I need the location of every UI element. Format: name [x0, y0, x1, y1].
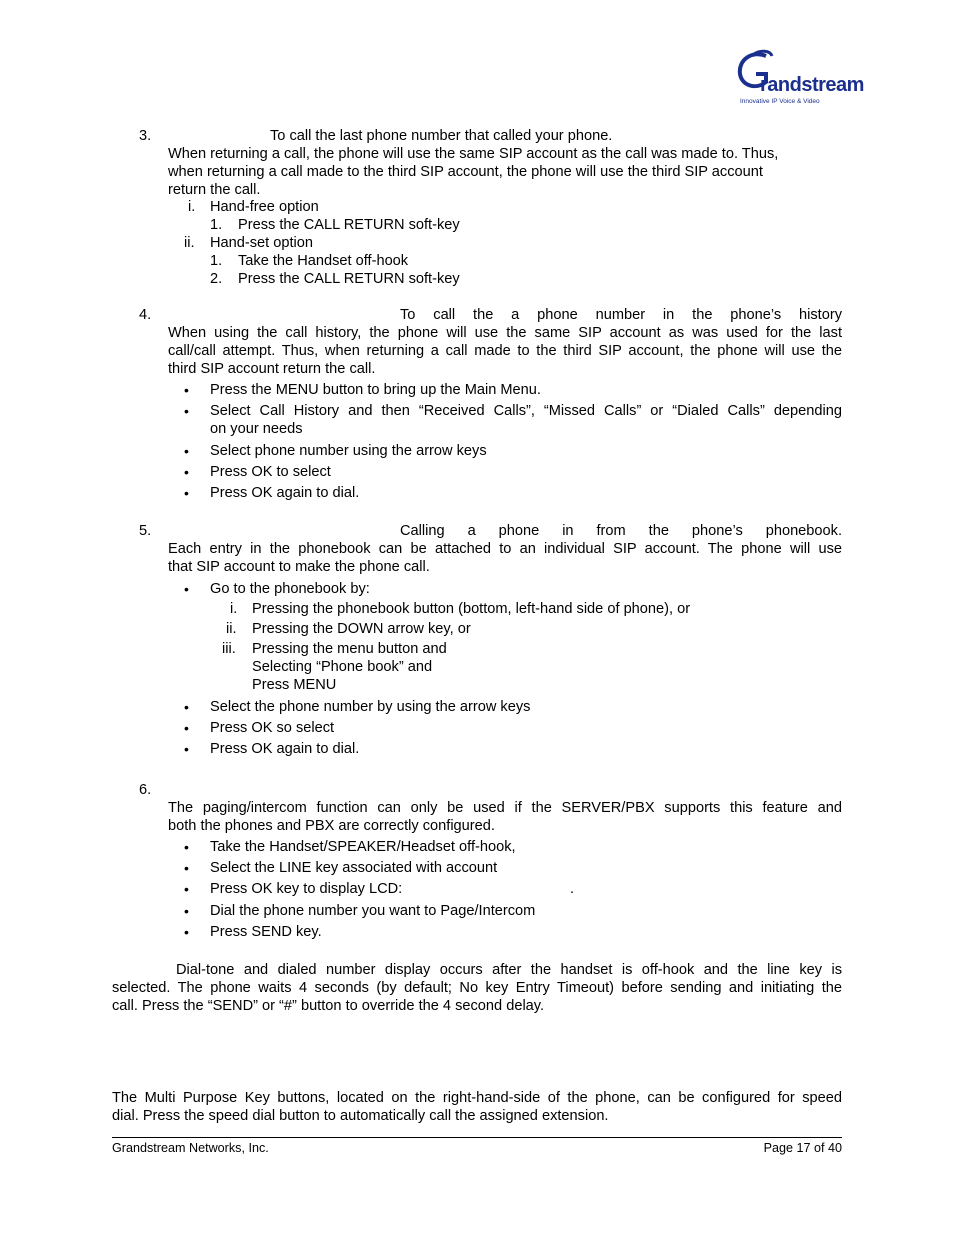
- step-text: Press the CALL RETURN soft-key: [238, 271, 460, 287]
- mpk-text-line: dial. Press the speed dial button to automatically call the assigned extension.: [112, 1108, 609, 1124]
- bullet: •: [184, 382, 189, 398]
- bullet-text: Press OK again to dial.: [210, 485, 360, 501]
- step-number: 1.: [210, 217, 223, 233]
- bullet-text: Go to the phonebook by:: [210, 581, 370, 597]
- section-4-text-line: third SIP account return the call.: [168, 361, 376, 377]
- step-text: Press the CALL RETURN soft-key: [238, 217, 460, 233]
- section-6-number: 6.: [139, 782, 152, 798]
- footer-page-number: Page 17 of 40: [763, 1141, 842, 1155]
- bullet-text: Press OK key to display LCD:: [210, 881, 403, 897]
- bullet: •: [184, 881, 189, 897]
- bullet-text: Dial the phone number you want to Page/Intercom: [210, 903, 536, 919]
- section-5-text-line: Each entry in the phonebook can be attached to an individual SIP account. The phone will use: [168, 541, 842, 557]
- step-text: Take the Handset off-hook: [238, 253, 409, 269]
- sub-item-text: Pressing the phonebook button (bottom, left-hand side of phone), or: [252, 601, 691, 617]
- roman-numeral: iii.: [222, 641, 236, 657]
- section-5-number: 5.: [139, 523, 152, 539]
- bullet-text: Press OK to select: [210, 464, 331, 480]
- bullet-text: Press OK so select: [210, 720, 335, 736]
- bullet: •: [184, 443, 189, 459]
- section-3-lead: To call the last phone number that called your phone.: [270, 128, 613, 144]
- footer-divider: [112, 1137, 842, 1138]
- section-5-lead: Calling a phone in from the phone’s phonebook.: [400, 523, 842, 539]
- roman-numeral: ii.: [226, 621, 237, 637]
- logo-tagline: Innovative IP Voice & Video: [740, 98, 820, 105]
- sub-item-text: Pressing the DOWN arrow key, or: [252, 621, 471, 637]
- bullet-text: Take the Handset/SPEAKER/Headset off-hook,: [210, 839, 516, 855]
- bullet: •: [184, 403, 189, 419]
- bullet-text: on your needs: [210, 421, 303, 437]
- grandstream-logo: [736, 48, 864, 110]
- section-6-text-line: The paging/intercom function can only be used if the SERVER/PBX supports this feature and: [168, 800, 842, 816]
- bullet-text: Press SEND key.: [210, 924, 322, 940]
- bullet: •: [184, 924, 189, 940]
- step-number: 1.: [210, 253, 223, 269]
- section-3-number: 3.: [139, 128, 152, 144]
- section-3-text-line: When returning a call, the phone will use the same SIP account as the call was made to. Thus,: [168, 146, 779, 162]
- bullet: •: [184, 699, 189, 715]
- sub-item-text: Pressing the menu button and: [252, 641, 447, 657]
- footer-company: Grandstream Networks, Inc.: [112, 1141, 269, 1155]
- bullet-text: Select phone number using the arrow keys: [210, 443, 487, 459]
- bullet: •: [184, 839, 189, 855]
- mpk-text-line: The Multi Purpose Key buttons, located on the right-hand-side of the phone, can be configured for speed: [112, 1090, 842, 1106]
- bullet: •: [184, 581, 189, 597]
- roman-numeral: ii.: [184, 235, 195, 251]
- bullet-text-end: .: [570, 881, 575, 897]
- section-4-lead: To call the a phone number in the phone’s history: [400, 307, 842, 323]
- note-text-line: Dial-tone and dialed number display occurs after the handset is off-hook and the line key is: [176, 962, 842, 978]
- bullet: •: [184, 903, 189, 919]
- bullet-text: Select Call History and then “Received Calls”, “Missed Calls” or “Dialed Calls” depending: [210, 403, 842, 419]
- bullet: •: [184, 741, 189, 757]
- bullet: •: [184, 485, 189, 501]
- note-text-line: selected. The phone waits 4 seconds (by default; No key Entry Timeout) before sending and initiating the: [112, 980, 842, 996]
- step-number: 2.: [210, 271, 223, 287]
- bullet: •: [184, 860, 189, 876]
- section-3-text-line: when returning a call made to the third SIP account, the phone will use the third SIP account: [168, 164, 763, 180]
- note-text-line: call. Press the “SEND” or “#” button to override the 4 second delay.: [112, 998, 545, 1014]
- bullet-text: Select the LINE key associated with account: [210, 860, 498, 876]
- section-4-text-line: call/call attempt. Thus, when returning a call made to the third SIP account, the phone will use the: [168, 343, 842, 359]
- sub-item-text: Selecting “Phone book” and: [252, 659, 433, 675]
- hand-free-option: Hand-free option: [210, 199, 319, 215]
- section-4-number: 4.: [139, 307, 152, 323]
- section-5-text-line: that SIP account to make the phone call.: [168, 559, 430, 575]
- section-6-text-line: both the phones and PBX are correctly configured.: [168, 818, 495, 834]
- hand-set-option: Hand-set option: [210, 235, 314, 251]
- section-3-text-line: return the call.: [168, 182, 261, 198]
- roman-numeral: i.: [230, 601, 238, 617]
- logo-brand: randstream: [760, 74, 864, 96]
- bullet-text: Press OK again to dial.: [210, 741, 360, 757]
- bullet: •: [184, 720, 189, 736]
- sub-item-text: Press MENU: [252, 677, 337, 693]
- roman-numeral: i.: [188, 199, 196, 215]
- section-4-text-line: When using the call history, the phone will use the same SIP account as was used for the last: [168, 325, 842, 341]
- bullet: •: [184, 464, 189, 480]
- bullet-text: Press the MENU button to bring up the Main Menu.: [210, 382, 541, 398]
- bullet-text: Select the phone number by using the arrow keys: [210, 699, 531, 715]
